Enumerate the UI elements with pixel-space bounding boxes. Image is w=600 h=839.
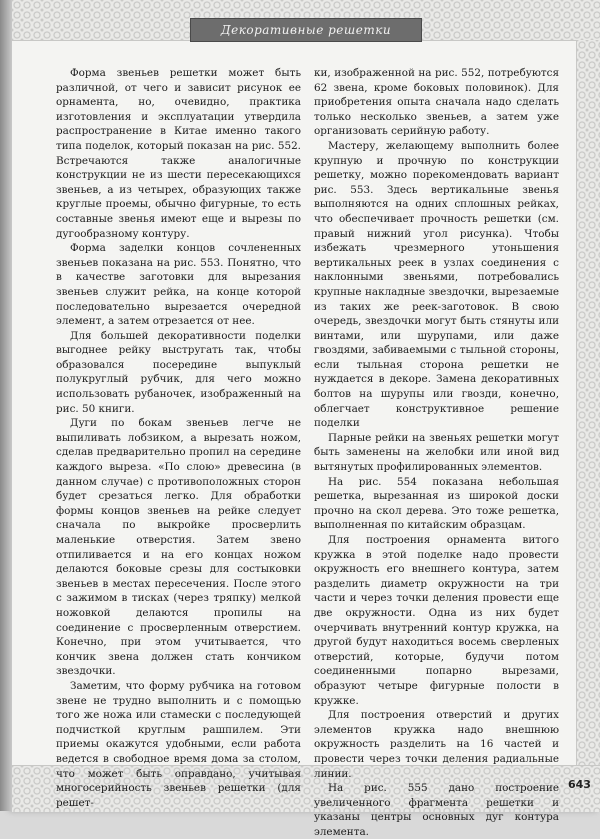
paragraph: Форма заделки концов сочлененных звеньев показана на рис. 553. Понятно, что в качестве заготовки для вырезания звеньев служит рейка, на конце которой последовательно вырезается очередной элемент, а затем отрезается от нее. [56, 242, 301, 328]
paragraph: Для построения отверстий и других элементов кружка надо внешнюю окружность разделить на 16 частей и провести через точки деления радиальные линии. [314, 709, 559, 780]
paragraph: Мастеру, желающему выполнить более крупную и прочную по конструкции решетку, можно порекомендовать вариант рис. 553. Здесь вертикальные звенья выполняются на одних сплошных рейках, что обеспечивает прочность решетки (см. правый нижний угол рисунка). Чтобы избежать чрезмерного утоньшения вертикальных реек в узлах соединения с наклонными звеньями, потребовались крупные накладные звездочки, вырезаемые из таких же реек-заготовок. В свою очередь, звездочки могут быть стянуты или винтами, или шурупами, или даже гвоздями, забиваемыми с тыльной стороны, если тыльная сторона решетки не нуждается в декоре. Замена декоративных болтов на шурупы или гвозди, конечно, облегчает конструктивное решение поделки [314, 139, 559, 430]
paragraph-continued: ки, изображенной на рис. 552, потребуются 62 звена, кроме боковых половинок). Для приобретения опыта сначала надо сделать только несколько звеньев, а затем уже организовать серийную работу. [314, 67, 559, 138]
lace-border-right [576, 40, 600, 765]
paragraph: Форма звеньев решетки может быть различной, от чего и зависит рисунок ее орнамента, но, очевидно, практика изготовления и эксплуатации утвердила распространение в Китае именно такого типа поделок, который показан на рис. 552. Встречаются также аналогичные конструкции не из шести пересекающихся звеньев, а из четырех, образующих также круглые проемы, обычно фигурные, то есть составные звенья имеют еще и вырезы по дугообразному контуру. [56, 67, 301, 240]
page-number: 643 [568, 778, 591, 791]
paragraph: Дуги по бокам звеньев легче не выпиливать лобзиком, а вырезать ножом, сделав предварительно пропил на середине каждого выреза. «По слою» древесина (в данном случае) с противоположных сторон будет срезаться легко. Для обработки формы концов звеньев на рейке следует сначала по выкройке просверлить маленькие отверстия. Затем звено отпиливается и на его концах ножом делаются боковые срезы для состыковки звеньев в местах пересечения. После этого с зажимом в тисках (через тряпку) мелкой ножовкой делаются пропилы на соединение с просверленным отверстием. Конечно, при этом учитывается, что кончик звена должен стать кончиком звездочки. [56, 417, 301, 678]
page-gutter [0, 0, 12, 811]
right-column [314, 66, 559, 839]
paragraph: Заметим, что форму рубчика на готовом звене не трудно выполнить и с помощью того же ножа или стамески с последующей подчисткой круглым рашпилем. Эти приемы окажутся удобными, если работа ведется в свободное время дома за столом, что может быть оправдано, учитывая многосерийность звеньев решетки (для решет- [56, 679, 301, 809]
paragraph: Для построения орнамента витого кружка в этой поделке надо провести окружность его внешнего контура, затем разделить диаметр окружности на три части и через точки деления провести еще две окружности. Одна из них будет очерчивать внутренний контур кружка, на другой будут находиться восемь сверленых отверстий, которые, будучи потом соединенными попарно вырезами, образуют четыре фигурные полости в кружке. [314, 534, 559, 707]
paragraph: На рис. 555 дано построение увеличенного фрагмента решетки и указаны центры основных дуг контура элемента. [314, 782, 559, 838]
paragraph: На рис. 554 показана небольшая решетка, вырезанная из широкой доски прочно на скол дерева. Это тоже решетка, выполненная по китайским образцам. [314, 475, 559, 532]
running-header: Декоративные решетки [190, 18, 422, 42]
paragraph: Парные рейки на звеньях решетки могут быть заменены на желобки или иной вид вытянутых профилированных элементов. [314, 431, 559, 474]
left-column [56, 66, 301, 810]
paragraph: Для большей декоративности поделки выгоднее рейку выстругать так, чтобы образовался посередине выпуклый полукруглый рубчик, для чего можно использовать рубаночек, изображенный на рис. 50 книги. [56, 329, 301, 415]
